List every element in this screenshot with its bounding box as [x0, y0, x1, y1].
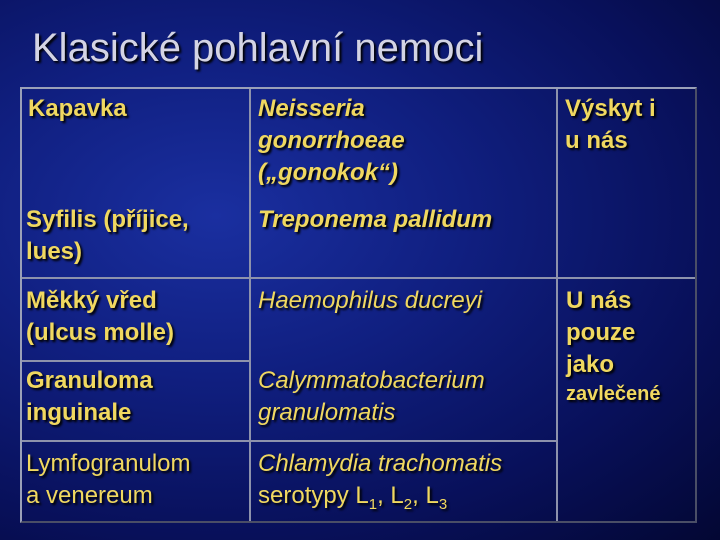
pathogen-chlamydia: Chlamydia trachomatis serotypy $L_1$, $L_2$, $L_3$ — [258, 450, 503, 513]
occurrence-imported: U nás pouze jako zavlečené — [566, 287, 661, 405]
grid-line-col1 — [249, 89, 251, 521]
disease-gonorrhea: Kapavka — [28, 95, 127, 122]
disease-lymphogranuloma: Lymfogranulom a venereum — [26, 450, 191, 509]
disease-granuloma-inguinale: Granuloma inguinale — [26, 367, 153, 426]
pathogen-treponema: Treponema pallidum — [258, 206, 493, 233]
disease-syphilis: Syfilis (příjice, lues) — [26, 206, 189, 265]
slide-title: Klasické pohlavní nemoci — [32, 26, 484, 70]
grid-line-row3 — [22, 360, 249, 362]
disease-chancroid: Měkký vřed (ulcus molle) — [26, 287, 175, 346]
occurrence-domestic: Výskyt i u nás — [565, 95, 656, 154]
pathogen-calymmatobacterium: Calymmatobacterium granulomatis — [258, 367, 485, 426]
grid-line-col2 — [556, 89, 558, 521]
pathogen-haemophilus: Haemophilus ducreyi — [258, 287, 483, 314]
pathogen-neisseria: Neisseria gonorrhoeae („gonokok“) — [258, 95, 405, 186]
serotypes-line: serotypy $L_1$, $L_2$, $L_3$ — [258, 482, 448, 513]
grid-line-row4 — [22, 440, 558, 442]
grid-line-row2 — [22, 277, 695, 279]
